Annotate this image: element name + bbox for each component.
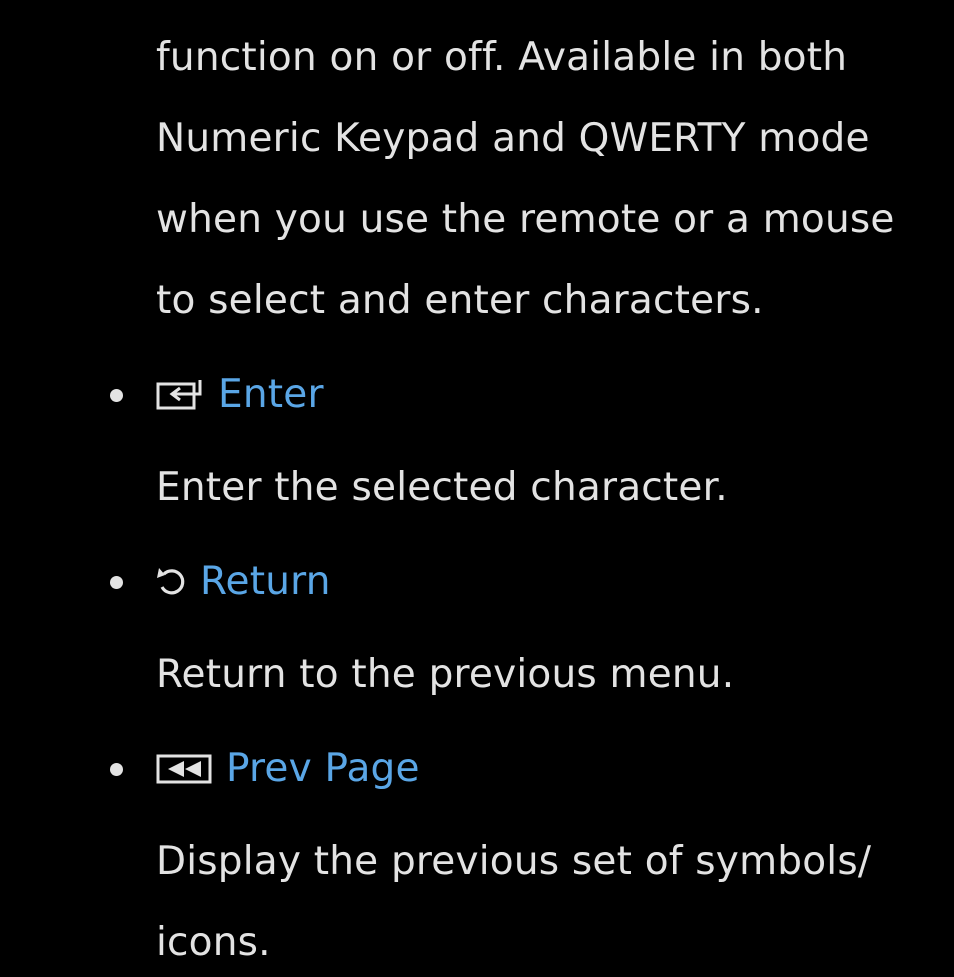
list-item-prev-page (110, 745, 420, 793)
item-description-enter: Enter the selected character. (156, 465, 728, 510)
bullet-dot (110, 763, 123, 776)
list-item-return (110, 558, 331, 606)
item-title-prev-page: Prev Page (226, 746, 420, 791)
enter-icon (156, 378, 206, 412)
bullet-dot (110, 576, 123, 589)
continuation-line-3: when you use the remote or a mouse (156, 197, 895, 242)
item-title-enter: Enter (218, 372, 324, 417)
item-description-prev-page-line-2: icons. (156, 920, 271, 965)
continuation-line-4: to select and enter characters. (156, 278, 764, 323)
continuation-line-2: Numeric Keypad and QWERTY mode (156, 116, 870, 161)
return-icon (156, 565, 188, 599)
item-description-prev-page-line-1: Display the previous set of symbols/ (156, 839, 872, 884)
continuation-line-1: function on or off. Available in both (156, 35, 848, 80)
item-description-return: Return to the previous menu. (156, 652, 735, 697)
bullet-dot (110, 389, 123, 402)
item-title-return: Return (200, 559, 331, 604)
rewind-icon (156, 752, 214, 786)
list-item-enter (110, 371, 324, 419)
